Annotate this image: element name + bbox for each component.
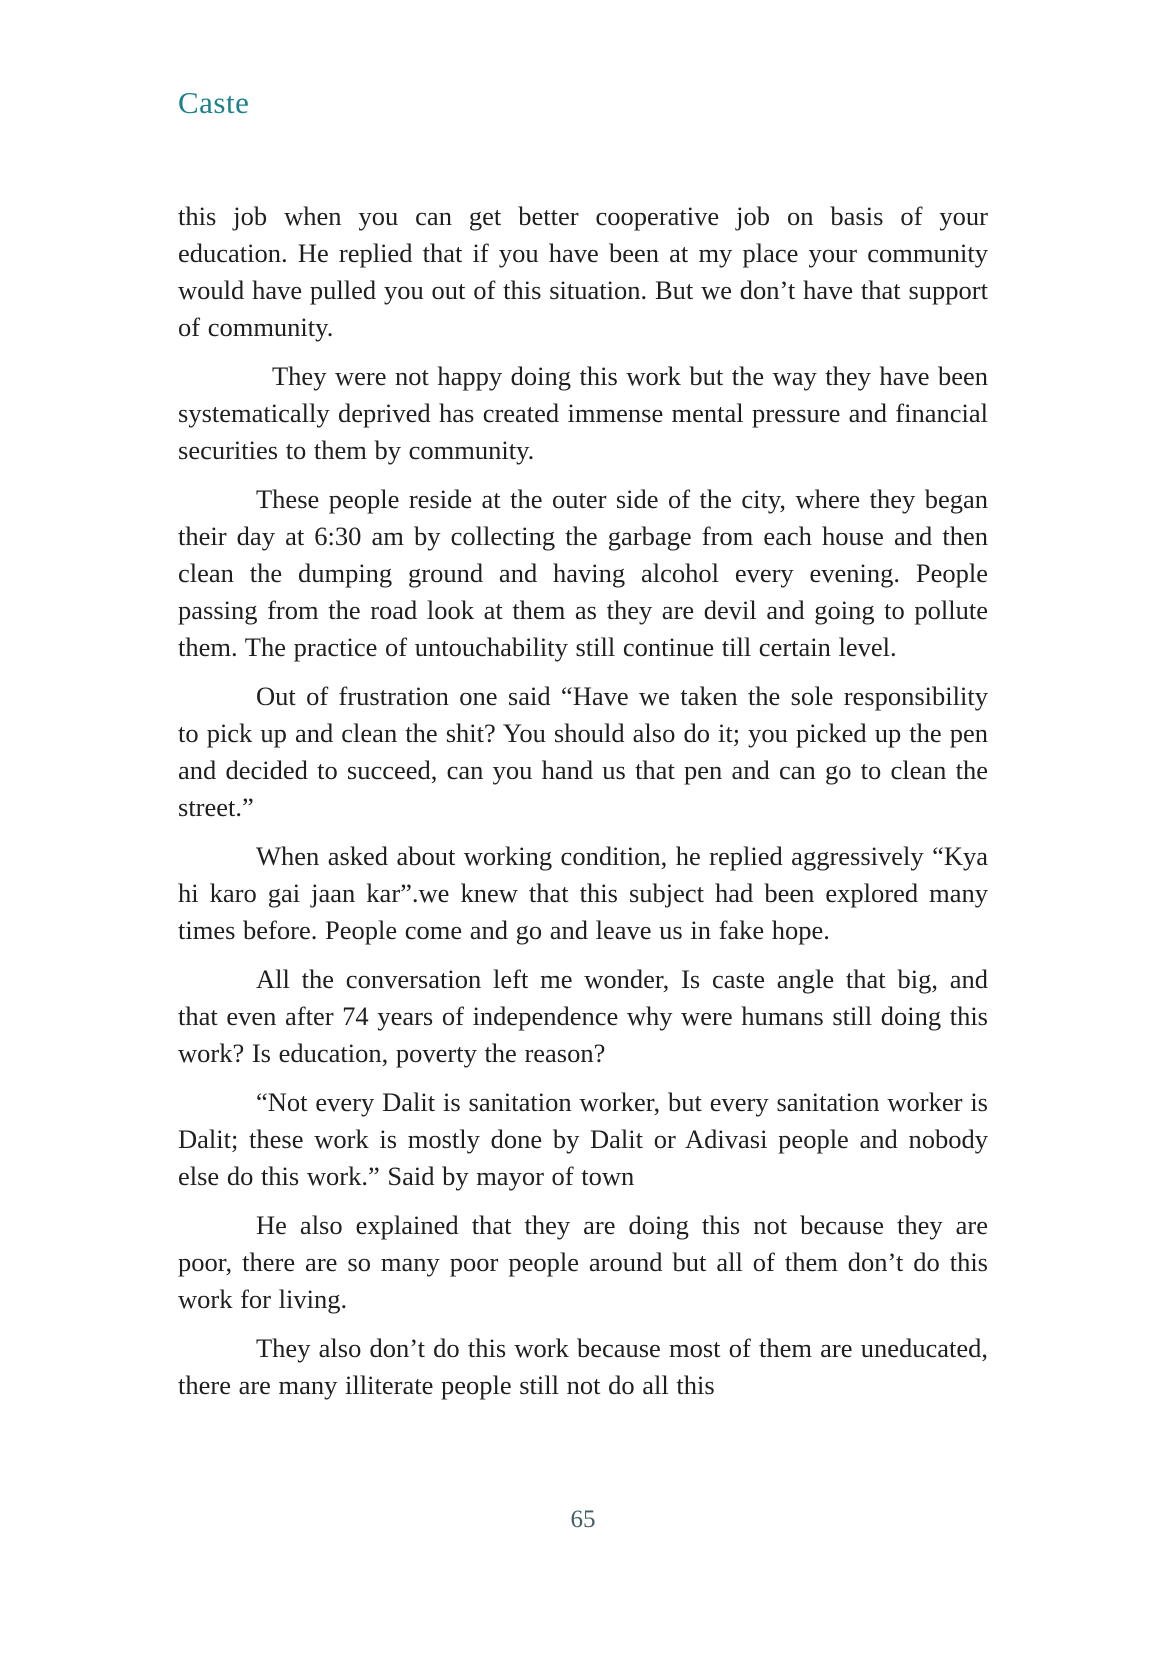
body-paragraph: this job when you can get better cooperative job on basis of your education. He replied that if you have been at my place your community would have pulled you out of this situation. But we don’t have that support of community. <box>178 201 988 342</box>
running-header: Caste <box>178 85 250 120</box>
body-paragraph: They were not happy doing this work but the way they have been systematically deprived has created immense mental pressure and financial securities to them by community. <box>178 361 988 465</box>
body-paragraph: They also don’t do this work because most of them are uneducated, there are many illiterate people still not do all this <box>178 1333 988 1400</box>
body-paragraph: When asked about working condition, he replied aggressively “Kya hi karo gai jaan kar”.we knew that this subject had been explored many times before. People come and go and leave us in fake hope. <box>178 841 988 945</box>
body-paragraph: All the conversation left me wonder, Is caste angle that big, and that even after 74 years of independence why were humans still doing this work? Is education, poverty the reason? <box>178 964 988 1068</box>
body-paragraph: “Not every Dalit is sanitation worker, but every sanitation worker is Dalit; these work is mostly done by Dalit or Adivasi people and nobody else do this work.” Said by mayor of town <box>178 1087 988 1191</box>
body-text-block <box>178 198 988 1416</box>
page-number: 65 <box>570 1506 596 1533</box>
body-paragraph: Out of frustration one said “Have we taken the sole responsibility to pick up and clean the shit? You should also do it; you picked up the pen and decided to succeed, can you hand us that pen and can go to clean the street.” <box>178 681 988 822</box>
body-paragraph: These people reside at the outer side of the city, where they began their day at 6:30 am by collecting the garbage from each house and then clean the dumping ground and having alcohol every evening. People passing from the road look at them as they are devil and going to pollute them. The practice of untouchability still continue till certain level. <box>178 484 988 662</box>
body-paragraph: He also explained that they are doing this not because they are poor, there are so many poor people around but all of them don’t do this work for living. <box>178 1210 988 1314</box>
